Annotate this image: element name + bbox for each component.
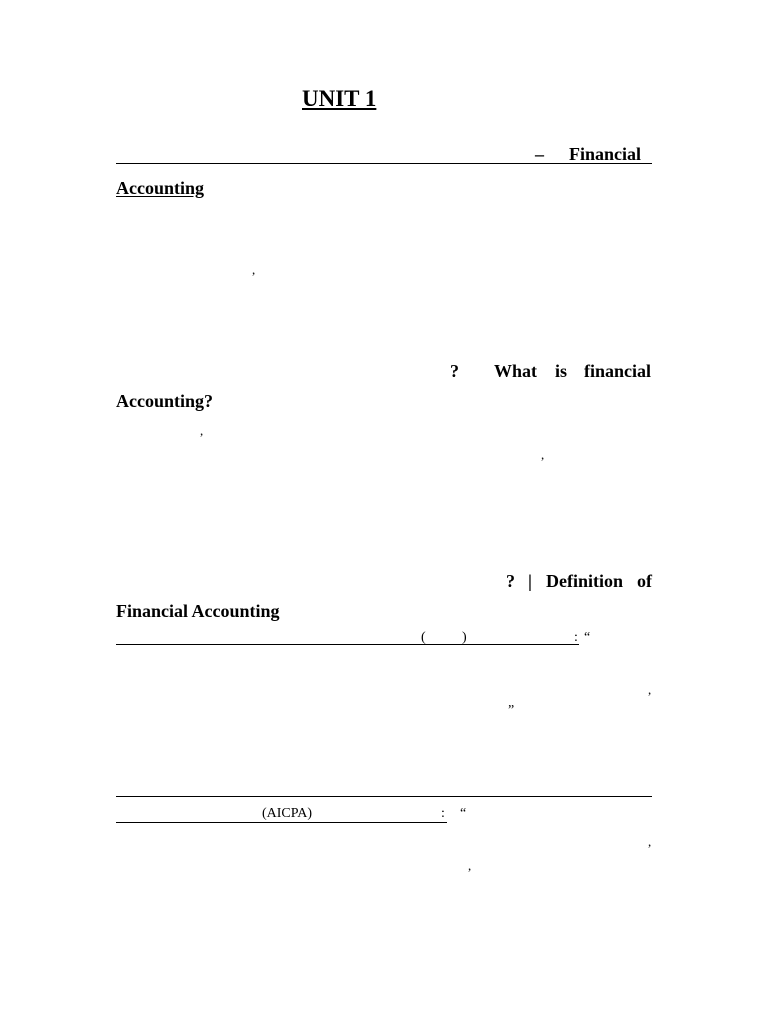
para2-comma-b: , <box>541 447 545 462</box>
section3-heading-word-1: Definition <box>546 571 624 591</box>
def1-open-quote: “ <box>584 630 591 645</box>
para1-comma: , <box>252 262 256 277</box>
section3-pipe: | <box>528 571 532 591</box>
section3-question-mark: ? <box>506 571 515 591</box>
heading-dash: – <box>535 144 544 164</box>
section2-heading-word-2: is <box>555 361 568 381</box>
section1-heading-part1: Financial <box>569 144 642 164</box>
def2-colon: : <box>441 806 445 821</box>
def1-close-quote: ” <box>508 703 515 718</box>
section1-heading-part2: Accounting <box>116 178 205 198</box>
def1-underline <box>116 644 579 645</box>
def1-paren-close: ) <box>462 630 467 645</box>
def2-underline <box>116 822 447 823</box>
section3-heading-word-2: of <box>637 571 652 591</box>
def1-colon: : <box>574 630 578 645</box>
section-divider <box>116 796 652 797</box>
def1-comma: , <box>648 682 652 697</box>
def2-comma-a: , <box>648 834 652 849</box>
def2-comma-b: , <box>468 858 472 873</box>
section2-heading-word-3: financial <box>584 361 652 381</box>
unit-title: UNIT 1 <box>302 86 377 111</box>
def2-open-quote: “ <box>460 806 467 821</box>
section2-heading-part2: Accounting? <box>116 391 214 411</box>
section3-heading-part2: Financial Accounting <box>116 601 280 621</box>
para2-comma-a: , <box>200 423 204 438</box>
section2-question-mark: ? <box>450 361 459 381</box>
def2-org-acronym: (AICPA) <box>262 806 313 821</box>
def1-paren-open: ( <box>421 630 426 645</box>
section2-heading-word-1: What <box>494 361 538 381</box>
